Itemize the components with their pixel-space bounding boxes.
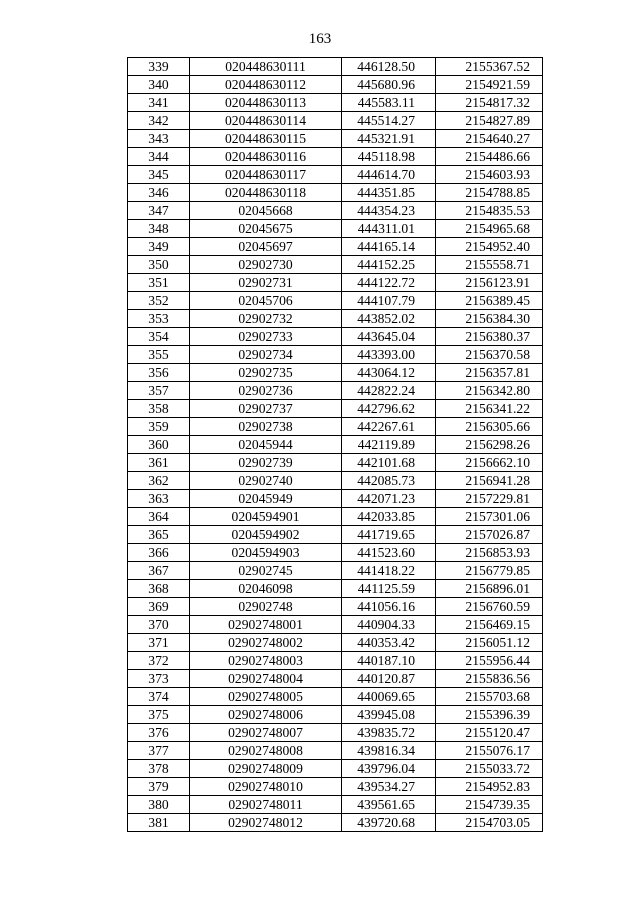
point-code-cell: 02902737: [190, 400, 342, 418]
x-coordinate-cell: 444614.70: [342, 166, 436, 184]
point-code-cell: 020448630114: [190, 112, 342, 130]
point-code-cell: 020448630113: [190, 94, 342, 112]
y-coordinate-cell: 2154952.83: [436, 778, 543, 796]
table-row: [128, 400, 543, 418]
x-coordinate-cell: 442822.24: [342, 382, 436, 400]
row-number-cell: 349: [128, 238, 190, 256]
x-coordinate-cell: 445514.27: [342, 112, 436, 130]
x-coordinate-cell: 442085.73: [342, 472, 436, 490]
row-number-cell: 363: [128, 490, 190, 508]
x-coordinate-cell: 441056.16: [342, 598, 436, 616]
table-row: [128, 706, 543, 724]
point-code-cell: 02902748005: [190, 688, 342, 706]
point-code-cell: 02045675: [190, 220, 342, 238]
point-code-cell: 02902748006: [190, 706, 342, 724]
point-code-cell: 02045668: [190, 202, 342, 220]
table-row: [128, 346, 543, 364]
row-number-cell: 361: [128, 454, 190, 472]
row-number-cell: 357: [128, 382, 190, 400]
y-coordinate-cell: 2157026.87: [436, 526, 543, 544]
point-code-cell: 020448630116: [190, 148, 342, 166]
x-coordinate-cell: 440353.42: [342, 634, 436, 652]
table-row: [128, 598, 543, 616]
row-number-cell: 378: [128, 760, 190, 778]
row-number-cell: 358: [128, 400, 190, 418]
y-coordinate-cell: 2156384.30: [436, 310, 543, 328]
row-number-cell: 376: [128, 724, 190, 742]
table-row: [128, 724, 543, 742]
point-code-cell: 02902736: [190, 382, 342, 400]
row-number-cell: 352: [128, 292, 190, 310]
row-number-cell: 348: [128, 220, 190, 238]
row-number-cell: 341: [128, 94, 190, 112]
y-coordinate-cell: 2156779.85: [436, 562, 543, 580]
table-row: [128, 796, 543, 814]
row-number-cell: 381: [128, 814, 190, 832]
table-row: [128, 418, 543, 436]
table-row: [128, 202, 543, 220]
point-code-cell: 02902748011: [190, 796, 342, 814]
point-code-cell: 02902748008: [190, 742, 342, 760]
table-row: [128, 94, 543, 112]
y-coordinate-cell: 2154827.89: [436, 112, 543, 130]
row-number-cell: 366: [128, 544, 190, 562]
y-coordinate-cell: 2155120.47: [436, 724, 543, 742]
y-coordinate-cell: 2156896.01: [436, 580, 543, 598]
table-row: [128, 580, 543, 598]
point-code-cell: 02902748009: [190, 760, 342, 778]
table-row: [128, 58, 543, 76]
y-coordinate-cell: 2154965.68: [436, 220, 543, 238]
point-code-cell: 02902745: [190, 562, 342, 580]
point-code-cell: 020448630112: [190, 76, 342, 94]
row-number-cell: 343: [128, 130, 190, 148]
point-code-cell: 02902735: [190, 364, 342, 382]
y-coordinate-cell: 2155956.44: [436, 652, 543, 670]
table-row: [128, 508, 543, 526]
y-coordinate-cell: 2154921.59: [436, 76, 543, 94]
point-code-cell: 02045697: [190, 238, 342, 256]
x-coordinate-cell: 439534.27: [342, 778, 436, 796]
row-number-cell: 380: [128, 796, 190, 814]
y-coordinate-cell: 2156305.66: [436, 418, 543, 436]
x-coordinate-cell: 444122.72: [342, 274, 436, 292]
y-coordinate-cell: 2155076.17: [436, 742, 543, 760]
point-code-cell: 02045706: [190, 292, 342, 310]
point-code-cell: 02902730: [190, 256, 342, 274]
table-row: [128, 220, 543, 238]
x-coordinate-cell: 442119.89: [342, 436, 436, 454]
point-code-cell: 0204594903: [190, 544, 342, 562]
row-number-cell: 360: [128, 436, 190, 454]
y-coordinate-cell: 2154952.40: [436, 238, 543, 256]
point-code-cell: 020448630111: [190, 58, 342, 76]
y-coordinate-cell: 2154603.93: [436, 166, 543, 184]
y-coordinate-cell: 2157301.06: [436, 508, 543, 526]
row-number-cell: 375: [128, 706, 190, 724]
x-coordinate-cell: 440120.87: [342, 670, 436, 688]
table-row: [128, 616, 543, 634]
row-number-cell: 373: [128, 670, 190, 688]
point-code-cell: 02902739: [190, 454, 342, 472]
row-number-cell: 370: [128, 616, 190, 634]
y-coordinate-cell: 2157229.81: [436, 490, 543, 508]
y-coordinate-cell: 2154788.85: [436, 184, 543, 202]
point-code-cell: 02902748010: [190, 778, 342, 796]
table-row: [128, 436, 543, 454]
point-code-cell: 02902734: [190, 346, 342, 364]
y-coordinate-cell: 2155367.52: [436, 58, 543, 76]
table-row: [128, 472, 543, 490]
table-row: [128, 148, 543, 166]
y-coordinate-cell: 2155033.72: [436, 760, 543, 778]
y-coordinate-cell: 2154703.05: [436, 814, 543, 832]
point-code-cell: 0204594902: [190, 526, 342, 544]
y-coordinate-cell: 2156051.12: [436, 634, 543, 652]
y-coordinate-cell: 2156380.37: [436, 328, 543, 346]
y-coordinate-cell: 2155396.39: [436, 706, 543, 724]
x-coordinate-cell: 442101.68: [342, 454, 436, 472]
table-row: [128, 310, 543, 328]
table-row: [128, 634, 543, 652]
point-code-cell: 020448630117: [190, 166, 342, 184]
row-number-cell: 356: [128, 364, 190, 382]
row-number-cell: 365: [128, 526, 190, 544]
row-number-cell: 372: [128, 652, 190, 670]
row-number-cell: 377: [128, 742, 190, 760]
row-number-cell: 362: [128, 472, 190, 490]
row-number-cell: 350: [128, 256, 190, 274]
y-coordinate-cell: 2154640.27: [436, 130, 543, 148]
table-row: [128, 382, 543, 400]
x-coordinate-cell: 441418.22: [342, 562, 436, 580]
row-number-cell: 351: [128, 274, 190, 292]
x-coordinate-cell: 441719.65: [342, 526, 436, 544]
row-number-cell: 369: [128, 598, 190, 616]
x-coordinate-cell: 439796.04: [342, 760, 436, 778]
point-code-cell: 02902748002: [190, 634, 342, 652]
y-coordinate-cell: 2154486.66: [436, 148, 543, 166]
row-number-cell: 368: [128, 580, 190, 598]
x-coordinate-cell: 446128.50: [342, 58, 436, 76]
table-row: [128, 814, 543, 832]
y-coordinate-cell: 2156662.10: [436, 454, 543, 472]
x-coordinate-cell: 439816.34: [342, 742, 436, 760]
row-number-cell: 353: [128, 310, 190, 328]
y-coordinate-cell: 2155836.56: [436, 670, 543, 688]
table-row: [128, 778, 543, 796]
x-coordinate-cell: 443852.02: [342, 310, 436, 328]
x-coordinate-cell: 445118.98: [342, 148, 436, 166]
y-coordinate-cell: 2156760.59: [436, 598, 543, 616]
y-coordinate-cell: 2156853.93: [436, 544, 543, 562]
table-row: [128, 526, 543, 544]
x-coordinate-cell: 442267.61: [342, 418, 436, 436]
x-coordinate-cell: 443064.12: [342, 364, 436, 382]
y-coordinate-cell: 2156123.91: [436, 274, 543, 292]
y-coordinate-cell: 2154739.35: [436, 796, 543, 814]
point-code-cell: 02902748007: [190, 724, 342, 742]
table-body: [128, 58, 543, 832]
table-row: [128, 112, 543, 130]
x-coordinate-cell: 442033.85: [342, 508, 436, 526]
x-coordinate-cell: 439720.68: [342, 814, 436, 832]
y-coordinate-cell: 2155558.71: [436, 256, 543, 274]
point-code-cell: 02902748001: [190, 616, 342, 634]
y-coordinate-cell: 2154817.32: [436, 94, 543, 112]
table-row: [128, 328, 543, 346]
y-coordinate-cell: 2156357.81: [436, 364, 543, 382]
table-row: [128, 652, 543, 670]
point-code-cell: 02902733: [190, 328, 342, 346]
y-coordinate-cell: 2156389.45: [436, 292, 543, 310]
table-row: [128, 490, 543, 508]
table-row: [128, 238, 543, 256]
table-row: [128, 562, 543, 580]
table-row: [128, 688, 543, 706]
x-coordinate-cell: 439561.65: [342, 796, 436, 814]
table-row: [128, 256, 543, 274]
point-code-cell: 020448630115: [190, 130, 342, 148]
y-coordinate-cell: 2156469.15: [436, 616, 543, 634]
point-code-cell: 02902748003: [190, 652, 342, 670]
row-number-cell: 379: [128, 778, 190, 796]
x-coordinate-cell: 445583.11: [342, 94, 436, 112]
x-coordinate-cell: 439835.72: [342, 724, 436, 742]
row-number-cell: 371: [128, 634, 190, 652]
table-row: [128, 670, 543, 688]
x-coordinate-cell: 445680.96: [342, 76, 436, 94]
row-number-cell: 347: [128, 202, 190, 220]
y-coordinate-cell: 2156941.28: [436, 472, 543, 490]
point-code-cell: 02902748012: [190, 814, 342, 832]
y-coordinate-cell: 2156342.80: [436, 382, 543, 400]
x-coordinate-cell: 440187.10: [342, 652, 436, 670]
table-row: [128, 292, 543, 310]
row-number-cell: 345: [128, 166, 190, 184]
x-coordinate-cell: 444107.79: [342, 292, 436, 310]
x-coordinate-cell: 440904.33: [342, 616, 436, 634]
point-code-cell: 02045944: [190, 436, 342, 454]
row-number-cell: 359: [128, 418, 190, 436]
x-coordinate-cell: 439945.08: [342, 706, 436, 724]
table-row: [128, 166, 543, 184]
table-row: [128, 544, 543, 562]
point-code-cell: 02902748: [190, 598, 342, 616]
x-coordinate-cell: 442796.62: [342, 400, 436, 418]
row-number-cell: 340: [128, 76, 190, 94]
row-number-cell: 354: [128, 328, 190, 346]
row-number-cell: 364: [128, 508, 190, 526]
point-code-cell: 02045949: [190, 490, 342, 508]
y-coordinate-cell: 2155703.68: [436, 688, 543, 706]
y-coordinate-cell: 2156370.58: [436, 346, 543, 364]
row-number-cell: 344: [128, 148, 190, 166]
x-coordinate-cell: 443645.04: [342, 328, 436, 346]
x-coordinate-cell: 441523.60: [342, 544, 436, 562]
point-code-cell: 02902748004: [190, 670, 342, 688]
y-coordinate-cell: 2156298.26: [436, 436, 543, 454]
x-coordinate-cell: 444165.14: [342, 238, 436, 256]
table-row: [128, 130, 543, 148]
row-number-cell: 367: [128, 562, 190, 580]
x-coordinate-cell: 443393.00: [342, 346, 436, 364]
table-row: [128, 364, 543, 382]
table-row: [128, 742, 543, 760]
x-coordinate-cell: 444152.25: [342, 256, 436, 274]
page-number: 163: [308, 31, 332, 47]
row-number-cell: 342: [128, 112, 190, 130]
point-code-cell: 02902732: [190, 310, 342, 328]
table-row: [128, 760, 543, 778]
x-coordinate-cell: 442071.23: [342, 490, 436, 508]
x-coordinate-cell: 441125.59: [342, 580, 436, 598]
row-number-cell: 355: [128, 346, 190, 364]
coordinates-table: [127, 57, 543, 832]
x-coordinate-cell: 440069.65: [342, 688, 436, 706]
row-number-cell: 339: [128, 58, 190, 76]
row-number-cell: 374: [128, 688, 190, 706]
table-row: [128, 274, 543, 292]
table-row: [128, 184, 543, 202]
point-code-cell: 02902740: [190, 472, 342, 490]
table-row: [128, 454, 543, 472]
point-code-cell: 020448630118: [190, 184, 342, 202]
point-code-cell: 02902731: [190, 274, 342, 292]
x-coordinate-cell: 444351.85: [342, 184, 436, 202]
y-coordinate-cell: 2154835.53: [436, 202, 543, 220]
table-row: [128, 76, 543, 94]
point-code-cell: 02046098: [190, 580, 342, 598]
x-coordinate-cell: 444354.23: [342, 202, 436, 220]
point-code-cell: 02902738: [190, 418, 342, 436]
point-code-cell: 0204594901: [190, 508, 342, 526]
x-coordinate-cell: 444311.01: [342, 220, 436, 238]
y-coordinate-cell: 2156341.22: [436, 400, 543, 418]
x-coordinate-cell: 445321.91: [342, 130, 436, 148]
row-number-cell: 346: [128, 184, 190, 202]
